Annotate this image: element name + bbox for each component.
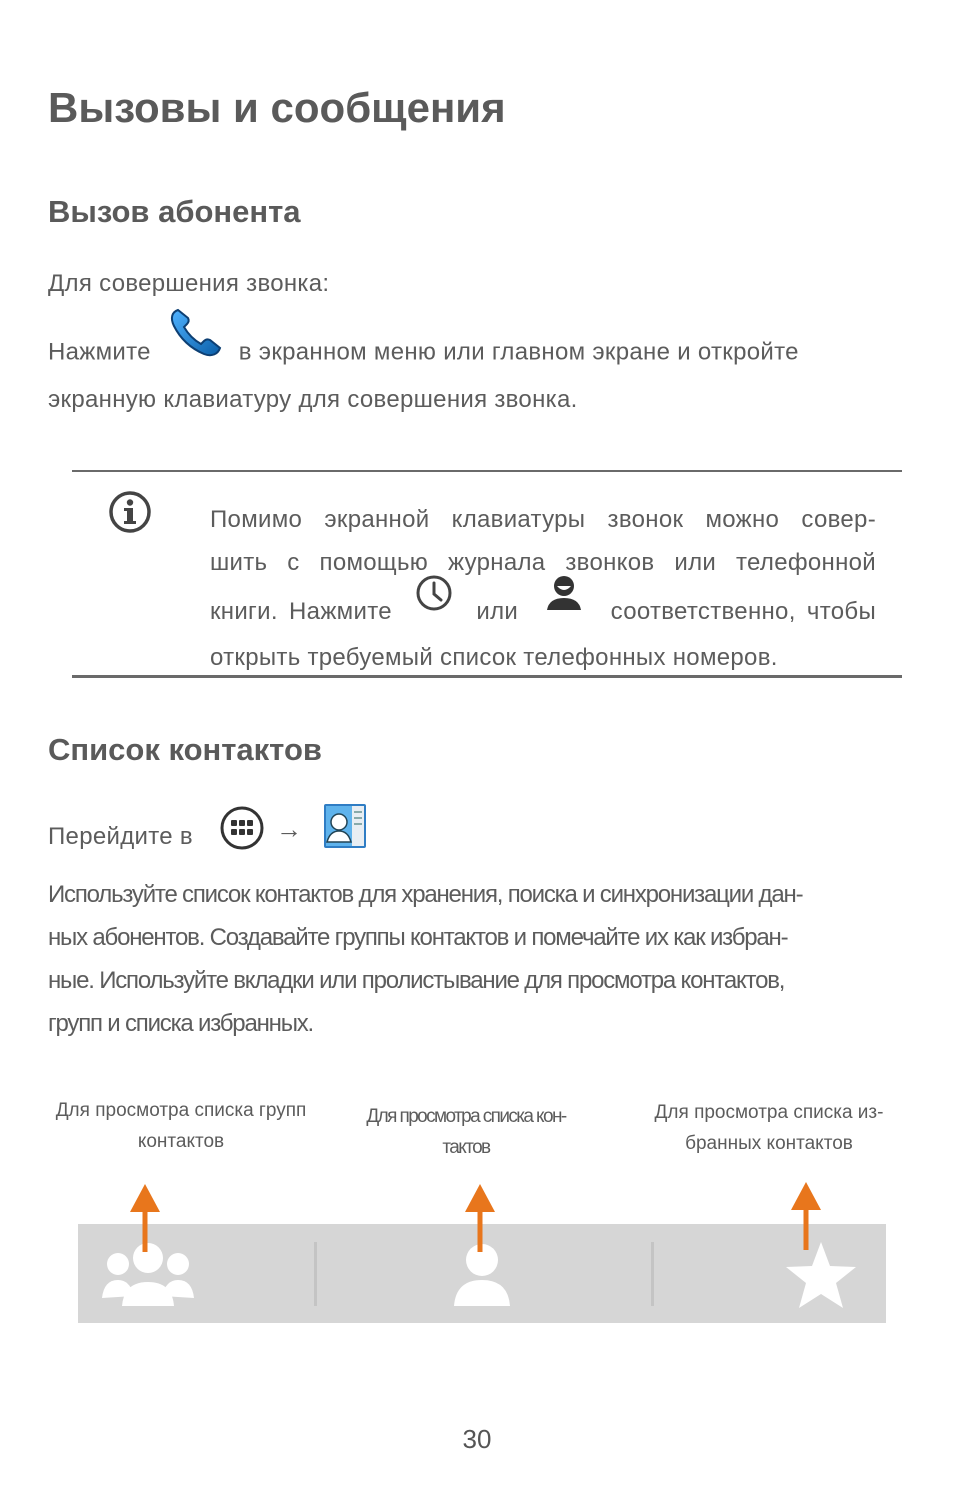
contacts-body-line-4: групп и списка избранных. (48, 1010, 314, 1037)
note-line-4: открыть требуемый список телефонных номеров. (210, 644, 778, 671)
note-line-3a: книги. Нажмите (210, 597, 392, 625)
caption-favorites-line-2: бранных контактов (685, 1133, 853, 1154)
arrow-contacts (465, 1184, 495, 1252)
note-line-3c: соответственно, чтобы (610, 597, 876, 625)
caption-contacts-line-2: тактов (442, 1137, 490, 1158)
page-title: Вызовы и сообщения (48, 84, 506, 131)
call-intro: Для совершения звонка: (48, 270, 330, 297)
arrow-groups (130, 1184, 160, 1252)
page-number: 30 (462, 1424, 492, 1454)
note-line-3b: или (476, 597, 519, 625)
note-line-2: шить с помощью журнала звонков или телефонной (210, 549, 876, 576)
caption-groups-line-1: Для просмотра списка групп (55, 1100, 307, 1121)
call-step-line2: экранную клавиатуру для совершения звонка. (48, 386, 578, 413)
arrow-favorites (791, 1182, 821, 1250)
contacts-body-line-2: ных абонентов. Создавайте группы контактов и помечайте их как избран- (48, 924, 788, 951)
caption-contacts-line-1: Для просмотра списка кон- (366, 1106, 566, 1127)
note-line-1: Помимо экранной клавиатуры звонок можно совер- (210, 506, 876, 533)
arrow-right: → (276, 814, 302, 844)
goto-text: Перейдите в (48, 823, 193, 850)
section-heading-contacts: Список контактов (48, 732, 322, 767)
contacts-body-line-1: Используйте список контактов для хранения, поиска и синхронизации дан- (48, 881, 803, 908)
section-heading-call: Вызов абонента (48, 194, 301, 229)
caption-groups-line-2: контактов (137, 1131, 225, 1152)
call-step-after: в экранном меню или главном экране и откройте (238, 338, 799, 366)
call-step-before: Нажмите (48, 338, 151, 366)
contacts-body-line-3: ные. Используйте вкладки или пролистывание для просмотра контактов, (48, 967, 785, 994)
caption-favorites-line-1: Для просмотра списка из- (654, 1102, 884, 1123)
